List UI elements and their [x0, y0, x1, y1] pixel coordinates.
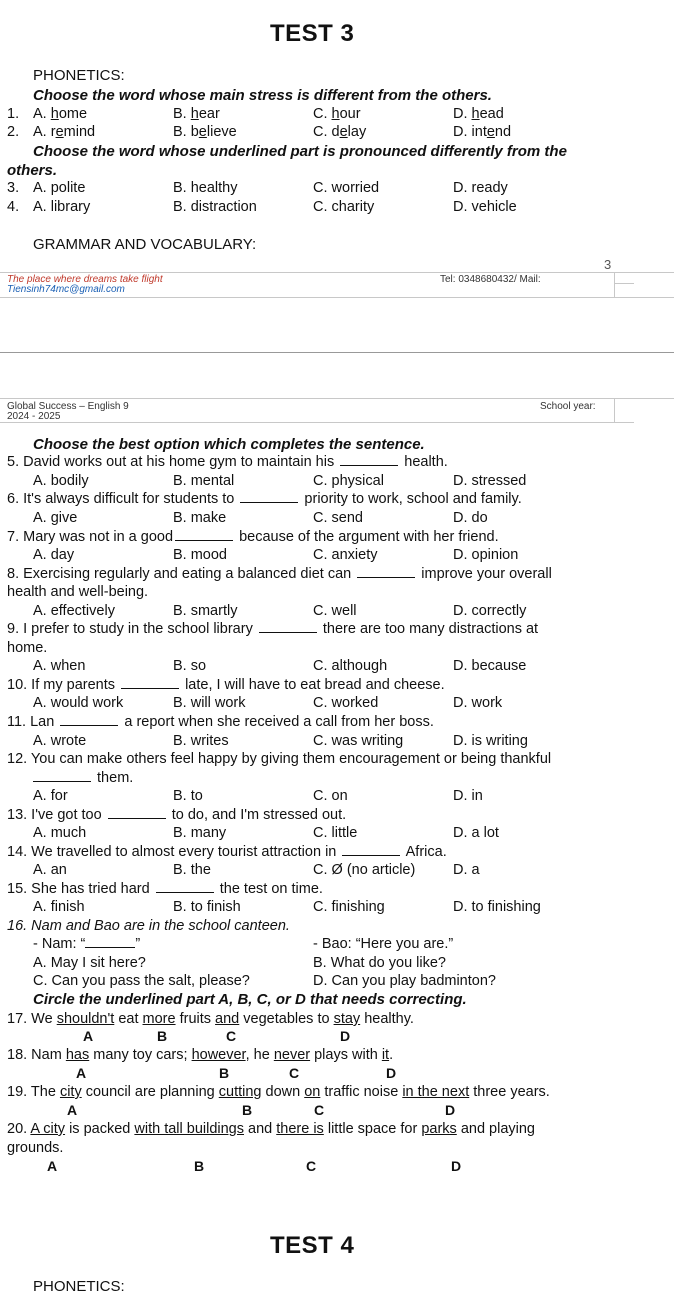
q9-option-b: B. so — [173, 658, 207, 674]
q3-option-b: B. healthy — [173, 180, 238, 196]
q17-letter-c: C — [226, 1028, 237, 1044]
q1-number: 1. — [7, 106, 20, 122]
q5-stem: 5. David works out at his home gym to maintain his health. — [7, 454, 448, 470]
q2-option-c: C. delay — [313, 124, 367, 140]
q7-option-d: D. opinion — [453, 547, 519, 563]
q20-sentence: 20. A city is packed with tall buildings and there is little space for parks and playing — [7, 1121, 535, 1137]
q1-option-d: D. head — [453, 106, 504, 122]
q20-letter-a: A — [47, 1158, 58, 1174]
q15-option-a: A. finish — [33, 899, 85, 915]
q15-option-b: B. to finish — [173, 899, 241, 915]
q13-option-a: A. much — [33, 825, 87, 841]
q9-stem: 9. I prefer to study in the school library there are too many distractions at — [7, 621, 539, 637]
q1-option-b: B. hear — [173, 106, 220, 122]
q8-option-b: B. smartly — [173, 603, 238, 619]
q18-sentence: 18. Nam has many toy cars; however, he never plays with it. — [7, 1047, 394, 1063]
q16-bao-line: - Bao: “Here you are.” — [313, 936, 454, 952]
test4-title: TEST 4 — [270, 1232, 355, 1259]
q14-option-b: B. the — [173, 862, 211, 878]
q20-letter-c: C — [306, 1158, 317, 1174]
q9-stem-cont: home. — [7, 640, 48, 656]
q7-option-c: C. anxiety — [313, 547, 378, 563]
q11-option-d: D. is writing — [453, 733, 528, 749]
q2-option-b: B. believe — [173, 124, 237, 140]
q15-option-d: D. to finishing — [453, 899, 541, 915]
q15-option-c: C. finishing — [313, 899, 385, 915]
q12-stem-cont: them. — [33, 770, 133, 786]
header-school-year: School year: — [540, 401, 596, 412]
q16-option-b: B. What do you like? — [313, 955, 446, 971]
q17-letter-a: A — [83, 1028, 94, 1044]
q16-option-c: C. Can you pass the salt, please? — [33, 973, 250, 989]
q3-option-c: C. worried — [313, 180, 380, 196]
footer-slogan: The place where dreams take flight — [7, 274, 163, 285]
q8-option-d: D. correctly — [453, 603, 527, 619]
q12-option-d: D. in — [453, 788, 483, 804]
q11-option-c: C. was writing — [313, 733, 404, 749]
q6-option-a: A. give — [33, 510, 78, 526]
q5-option-a: A. bodily — [33, 473, 89, 489]
q2-number: 2. — [7, 124, 20, 140]
q6-stem: 6. It's always difficult for students to priority to work, school and family. — [7, 491, 522, 507]
stress-instruction: Choose the word whose main stress is different from the others. — [33, 87, 492, 104]
q1-option-c: C. hour — [313, 106, 361, 122]
q10-option-d: D. work — [453, 695, 503, 711]
q15-stem: 15. She has tried hard the test on time. — [7, 881, 323, 897]
q14-option-a: A. an — [33, 862, 67, 878]
q12-stem: 12. You can make others feel happy by giving them encouragement or being thankful — [7, 751, 552, 767]
q6-option-c: C. send — [313, 510, 363, 526]
q12-option-c: C. on — [313, 788, 348, 804]
q18-letter-d: D — [386, 1065, 397, 1081]
footer-contact: Tel: 0348680432/ Mail: — [440, 274, 541, 285]
q11-option-b: B. writes — [173, 733, 229, 749]
q19-letter-c: C — [314, 1102, 325, 1118]
header-years: 2024 - 2025 — [7, 411, 61, 422]
q10-option-b: B. will work — [173, 695, 246, 711]
q10-option-c: C. worked — [313, 695, 379, 711]
q1-option-a: A. home — [33, 106, 88, 122]
q3-number: 3. — [7, 180, 20, 196]
q18-letter-c: C — [289, 1065, 300, 1081]
q12-option-a: A. for — [33, 788, 68, 804]
page-number: 3 — [604, 257, 612, 272]
q8-stem: 8. Exercising regularly and eating a balanced diet can improve your overall — [7, 566, 552, 582]
q19-letter-b: B — [242, 1102, 253, 1118]
q13-option-b: B. many — [173, 825, 227, 841]
q6-option-d: D. do — [453, 510, 488, 526]
q14-option-c: C. Ø (no article) — [313, 862, 416, 878]
q2-option-a: A. remind — [33, 124, 96, 140]
q3-option-a: A. polite — [33, 180, 86, 196]
q7-option-b: B. mood — [173, 547, 227, 563]
q9-option-d: D. because — [453, 658, 527, 674]
pron-instruction-cont: others. — [7, 162, 58, 179]
q13-option-d: D. a lot — [453, 825, 499, 841]
q16-option-d: D. Can you play badminton? — [313, 973, 496, 989]
q11-stem: 11. Lan a report when she received a call from her boss. — [7, 714, 434, 730]
q20-sentence-cont: grounds. — [7, 1140, 64, 1156]
q4-option-d: D. vehicle — [453, 199, 517, 215]
q2-option-d: D. intend — [453, 124, 512, 140]
q20-letter-d: D — [451, 1158, 462, 1174]
q7-option-a: A. day — [33, 547, 75, 563]
best-option-instruction: Choose the best option which completes the sentence. — [33, 436, 425, 453]
q19-sentence: 19. The city council are planning cutting down on traffic noise in the next three years. — [7, 1084, 550, 1100]
q16-stem: 16. Nam and Bao are in the school canteen. — [7, 918, 290, 934]
q3-option-d: D. ready — [453, 180, 508, 196]
q6-option-b: B. make — [173, 510, 227, 526]
q18-letter-a: A — [76, 1065, 87, 1081]
q17-letter-d: D — [340, 1028, 351, 1044]
q4-option-c: C. charity — [313, 199, 375, 215]
q7-stem: 7. Mary was not in a good because of the argument with her friend. — [7, 529, 499, 545]
test4-phonetics-heading: PHONETICS: — [33, 1278, 125, 1295]
q8-option-c: C. well — [313, 603, 357, 619]
q11-option-a: A. wrote — [33, 733, 87, 749]
q19-letter-d: D — [445, 1102, 456, 1118]
q10-stem: 10. If my parents late, I will have to eat bread and cheese. — [7, 677, 445, 693]
q10-option-a: A. would work — [33, 695, 124, 711]
q4-option-b: B. distraction — [173, 199, 257, 215]
q8-option-a: A. effectively — [33, 603, 115, 619]
test3-title: TEST 3 — [270, 20, 355, 47]
q12-option-b: B. to — [173, 788, 203, 804]
pron-instruction: Choose the word whose underlined part is pronounced differently from the — [33, 143, 567, 160]
q13-stem: 13. I've got too to do, and I'm stressed out. — [7, 807, 347, 823]
q14-option-d: D. a — [453, 862, 480, 878]
q18-letter-b: B — [219, 1065, 230, 1081]
q8-stem-cont: health and well-being. — [7, 584, 149, 600]
q5-option-d: D. stressed — [453, 473, 527, 489]
q17-sentence: 17. We shouldn't eat more fruits and vegetables to stay healthy. — [7, 1011, 414, 1027]
phonetics-heading: PHONETICS: — [33, 67, 125, 84]
q16-nam-line: - Nam: “ ” — [33, 936, 141, 952]
q19-letter-a: A — [67, 1102, 78, 1118]
q4-option-a: A. library — [33, 199, 91, 215]
header-book: Global Success – English 9 — [7, 401, 129, 412]
q16-option-a: A. May I sit here? — [33, 955, 146, 971]
grammar-heading: GRAMMAR AND VOCABULARY: — [33, 236, 257, 253]
q17-letter-b: B — [157, 1028, 168, 1044]
q4-number: 4. — [7, 199, 20, 215]
q9-option-a: A. when — [33, 658, 86, 674]
q20-letter-b: B — [194, 1158, 205, 1174]
q5-option-b: B. mental — [173, 473, 235, 489]
q5-option-c: C. physical — [313, 473, 384, 489]
q9-option-c: C. although — [313, 658, 388, 674]
q14-stem: 14. We travelled to almost every tourist attraction in Africa. — [7, 844, 447, 860]
q13-option-c: C. little — [313, 825, 358, 841]
footer-email: Tiensinh74mc@gmail.com — [7, 284, 125, 295]
error-instruction: Circle the underlined part A, B, C, or D that needs correcting. — [33, 991, 467, 1008]
